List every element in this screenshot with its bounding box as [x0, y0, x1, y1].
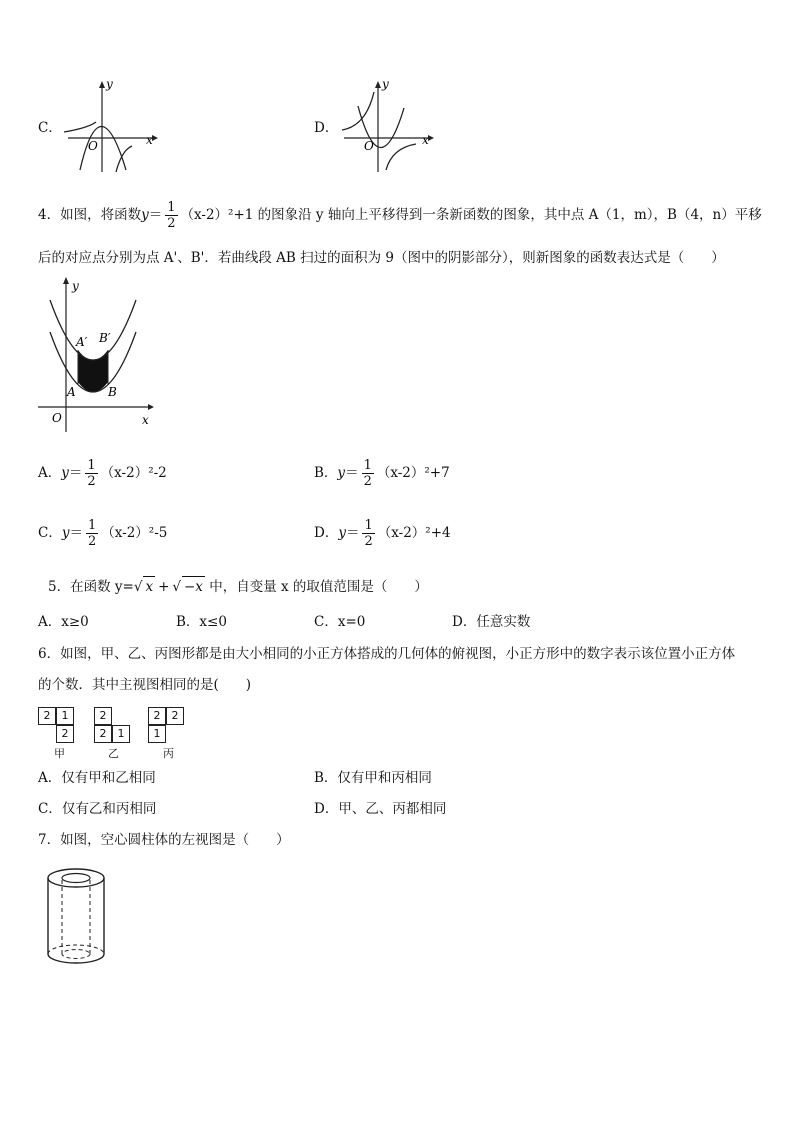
frac-denominator: 2 [167, 216, 176, 231]
caption-yi: 乙 [108, 747, 119, 760]
q5-stem [48, 576, 428, 597]
q3d-origin: O [364, 139, 374, 153]
radicand-1: x [143, 576, 155, 597]
q5-option-b[interactable]: B．x≤0 [176, 614, 227, 630]
option-y: y [61, 525, 70, 541]
q4-option-b[interactable] [314, 458, 450, 489]
frac-numerator: 1 [364, 518, 373, 533]
frac-numerator: 1 [87, 458, 96, 473]
yi-cell: 2 [94, 725, 112, 743]
point-b1-label: B′ [99, 331, 111, 345]
frac-numerator: 1 [87, 518, 97, 533]
bing-cell: 1 [148, 725, 166, 743]
q4-option-a[interactable] [38, 458, 167, 489]
q4-axis-y: y [72, 279, 79, 293]
option-label: C． [38, 525, 62, 541]
q3-graph-d [336, 78, 436, 174]
option-fraction [85, 458, 97, 489]
sqrt-symbol: √ [172, 579, 181, 595]
caption-jia: 甲 [54, 747, 65, 760]
option-label: B． [314, 465, 338, 481]
bing-cell: 2 [148, 707, 166, 725]
frac-denominator: 2 [363, 474, 372, 489]
q4-stem-y: y [141, 207, 149, 223]
frac-denominator: 2 [364, 534, 373, 549]
point-a-label: A [67, 385, 76, 399]
point-a1-label: A′ [76, 335, 88, 349]
q5-option-d[interactable]: D．任意实数 [452, 614, 531, 630]
yi-cell: 2 [94, 707, 112, 725]
q5-stem-b: 中，自变量 x 的取值范围是（ ） [204, 579, 428, 595]
caption-bing: 丙 [163, 747, 174, 760]
q3c-axis-x: x [146, 133, 153, 147]
q4-stem-eq: ＝ [148, 207, 163, 223]
q5-option-a[interactable]: A．x≥0 [38, 614, 89, 630]
q4-stem-part2: （x-2）²+1 的图象沿 y 轴向上平移得到一条新函数的图象，其中点 A（1，m），B（4，n）平移 [180, 207, 762, 223]
option-fraction [362, 518, 374, 549]
option-eq: ＝ [345, 525, 360, 541]
q6-stem-line2: 的个数．其中主视图相同的是( ) [38, 677, 252, 693]
option-fraction [86, 518, 98, 549]
option-expr: （x-2）²+7 [376, 465, 450, 481]
jia-cell: 2 [56, 725, 74, 743]
q3-option-c-label: C． [38, 120, 62, 136]
option-expr: （x-2）²-5 [101, 525, 168, 541]
radicand-2: −x [182, 576, 205, 597]
q4-stem-line2: 后的对应点分别为点 A'、B'．若曲线段 AB 扫过的面积为 9（图中的阴影部分），则新图象的函数表达式是（ ） [38, 250, 725, 266]
option-y: y [338, 525, 346, 541]
option-label: D． [314, 525, 339, 541]
q4-stem-part1: 4．如图，将函数 [38, 207, 142, 223]
q4-option-c[interactable] [38, 518, 167, 549]
frac-denominator: 2 [87, 474, 96, 489]
frac-numerator: 1 [363, 458, 372, 473]
q3c-axis-y: y [106, 78, 113, 91]
shifted-parabola [50, 300, 136, 360]
option-y: y [337, 465, 346, 481]
option-eq: ＝ [68, 465, 83, 481]
jia-cell: 2 [38, 707, 56, 725]
q4-origin: O [52, 411, 62, 425]
q4-option-d[interactable] [314, 518, 451, 549]
option-expr: （x-2）²-2 [100, 465, 167, 481]
q4-stem-fraction [165, 200, 177, 231]
q6-option-c[interactable]: C．仅有乙和丙相同 [38, 801, 157, 817]
q3d-axis-x: x [422, 133, 429, 147]
q5-option-c[interactable]: C．x=0 [314, 614, 366, 630]
q6-option-b[interactable]: B．仅有甲和丙相同 [314, 770, 432, 786]
bing-cell: 2 [166, 707, 184, 725]
q3c-origin: O [88, 139, 98, 153]
q6-stem-line1: 6．如图，甲、乙、丙图形都是由大小相同的小正方体搭成的几何体的俯视图，小正方形中的数字表示该位置小正方体 [38, 646, 736, 662]
q4-stem-line1 [38, 200, 762, 231]
jia-cell: 1 [56, 707, 74, 725]
option-eq: ＝ [345, 465, 359, 481]
option-y: y [61, 465, 69, 481]
option-label: A． [38, 465, 62, 481]
option-eq: ＝ [69, 525, 83, 541]
point-b-label: B [108, 385, 117, 399]
yi-cell: 1 [112, 725, 130, 743]
q7-stem: 7．如图，空心圆柱体的左视图是（ ） [38, 832, 290, 848]
q4-axis-x: x [142, 413, 149, 427]
q3-graph-c [60, 78, 160, 174]
plus-sign: + [158, 579, 170, 595]
q6-option-d[interactable]: D．甲、乙、丙都相同 [314, 801, 447, 817]
frac-numerator: 1 [167, 200, 176, 215]
q3-option-d-label: D． [314, 120, 339, 136]
q4-figure [36, 272, 160, 434]
q3d-axis-y: y [382, 78, 389, 91]
sqrt-symbol: √ [133, 579, 143, 595]
hollow-cylinder-figure [44, 866, 112, 970]
option-fraction [362, 458, 374, 489]
q6-option-a[interactable]: A．仅有甲和乙相同 [38, 770, 156, 786]
q5-stem-a: 5．在函数 y= [48, 579, 134, 595]
option-expr: （x-2）²+4 [377, 525, 451, 541]
frac-denominator: 2 [87, 534, 97, 549]
